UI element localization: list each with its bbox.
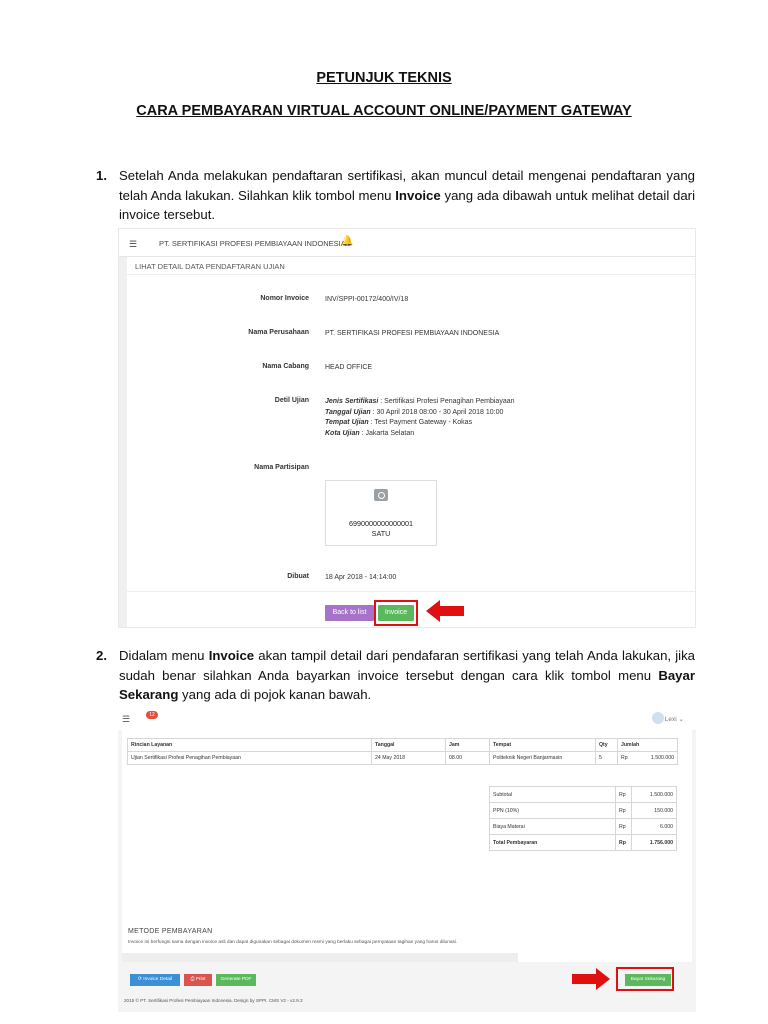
table-row: Ujian Sertifikasi Profesi Penagihan Pembiayaan 24 May 2018 08.00 Politeknik Negeri Banjarmasin 5 Rp 1.500.000: [128, 752, 678, 765]
participant-label: Nama Partisipan: [254, 464, 309, 471]
payment-method-section: [122, 922, 692, 962]
exam-detail-value: Jenis Sertifikasi : Sertifikasi Profesi Penagihan Pembiayaan Tanggal Ujian : 30 April 2018 08:00 - 30 April 2018 10:00 Tempat Ujian : Test Payment Gateway - Kokas Kota Ujian : Jakarta Selatan: [325, 398, 515, 437]
back-to-list-button[interactable]: Back to list: [325, 605, 374, 621]
section-title: LIHAT DETAIL DATA PENDAFTARAN UJIAN: [127, 259, 696, 275]
app-topbar: [118, 708, 696, 730]
branch-name-label: Nama Cabang: [262, 363, 309, 370]
registration-detail-screenshot: [118, 228, 696, 628]
participant-name: SATU: [371, 529, 391, 538]
summary-total-row: Total Pembayaran Rp 1.756.000: [490, 835, 677, 851]
camera-icon: [374, 489, 388, 501]
step-2: [96, 646, 695, 705]
bell-icon[interactable]: 🔔: [341, 236, 354, 247]
document-title: PETUNJUK TEKNIS: [316, 70, 452, 86]
invoice-number-label: Nomor Invoice: [260, 295, 309, 302]
participant-card: [325, 480, 437, 546]
col-header: Jumlah: [618, 739, 678, 752]
payment-method-box: [122, 953, 518, 962]
print-button[interactable]: ⎙ Print: [184, 974, 212, 986]
copyright-footer: 2015 © PT. Sertifikasi Profesi Pembiayaan Indonesia. Design by SPPI. CMS V2 - v2.9.3: [124, 998, 303, 1003]
company-header: PT. SERTIFIKASI PROFESI PEMBIAYAAN INDONESIA: [159, 239, 346, 248]
invoice-table: [127, 738, 678, 765]
step-2-number: 2.: [96, 648, 107, 663]
col-header: Tanggal: [372, 739, 446, 752]
notification-badge[interactable]: 12: [146, 711, 158, 719]
invoice-detail-button[interactable]: ⟳ Invoice Detail: [130, 974, 180, 986]
user-menu[interactable]: Lexi ⌄: [664, 716, 684, 723]
company-name-value: PT. SERTIFIKASI PROFESI PEMBIAYAAN INDONESIA: [325, 330, 500, 337]
payment-method-text: Invoice ini berfungsi sama dengan invoice asli dan dapat digunakan sebagai dokumen resmi yang berlaku sebagai pernyataan tagihan yang harus dilunasi.: [128, 940, 458, 945]
document-subtitle: CARA PEMBAYARAN VIRTUAL ACCOUNT ONLINE/PAYMENT GATEWAY: [136, 103, 632, 119]
step-2-text: Didalam menu Invoice akan tampil detail dari pendafaran sertifikasi yang telah Anda lakukan, jika sudah benar silahkan Anda bayarkan invoice tersebut dengan cara klik tombol menu Bayar Sekarang yang ada di pojok kanan bawah.: [119, 648, 696, 702]
col-header: Jam: [446, 739, 490, 752]
col-header: Qty: [596, 739, 618, 752]
summary-table: [489, 786, 677, 851]
sidebar: [119, 257, 127, 628]
right-arrow-icon: [572, 968, 610, 990]
menu-icon[interactable]: ☰: [122, 714, 131, 724]
participant-id: 6990000000000001: [349, 519, 413, 528]
created-value: 18 Apr 2018 - 14:14:00: [325, 574, 397, 581]
pay-highlight-box: [616, 967, 674, 991]
branch-name-value: HEAD OFFICE: [325, 364, 373, 371]
summary-row: Subtotal Rp 1.500.000: [490, 787, 677, 803]
payment-method-title: METODE PEMBAYARAN: [128, 928, 213, 935]
pay-now-button[interactable]: Bayar Sekarang: [625, 974, 671, 986]
company-name-label: Nama Perusahaan: [248, 329, 309, 336]
app-topbar: [119, 229, 695, 257]
invoice-screenshot: [118, 708, 696, 1012]
summary-row: PPN (10%) Rp 150.000: [490, 803, 677, 819]
step-1-number: 1.: [96, 168, 107, 183]
step-1-text: Setelah Anda melakukan pendaftaran sertifikasi, akan muncul detail mengenai pendaftaran yang telah Anda lakukan. Silahkan klik tombol menu Invoice yang ada dibawah untuk melihat detail dari invoice tersebut.: [119, 168, 695, 222]
invoice-number-value: INV/SPPI-00172/400/IV/18: [325, 296, 409, 303]
invoice-button[interactable]: Invoice: [378, 605, 414, 621]
generate-pdf-button[interactable]: Generate PDF: [216, 974, 256, 986]
avatar[interactable]: [652, 712, 664, 724]
exam-detail-label: Detil Ujian: [274, 397, 309, 404]
summary-row: Biaya Materai Rp 6.000: [490, 819, 677, 835]
invoice-highlight-box: [374, 600, 418, 626]
col-header: Tempat: [490, 739, 596, 752]
col-header: Rincian Layanan: [128, 739, 372, 752]
invoice-panel: [122, 730, 692, 922]
step-1: [96, 166, 695, 225]
left-arrow-icon: [426, 600, 464, 622]
menu-icon[interactable]: ☰: [129, 239, 138, 249]
created-label: Dibuat: [287, 573, 309, 580]
